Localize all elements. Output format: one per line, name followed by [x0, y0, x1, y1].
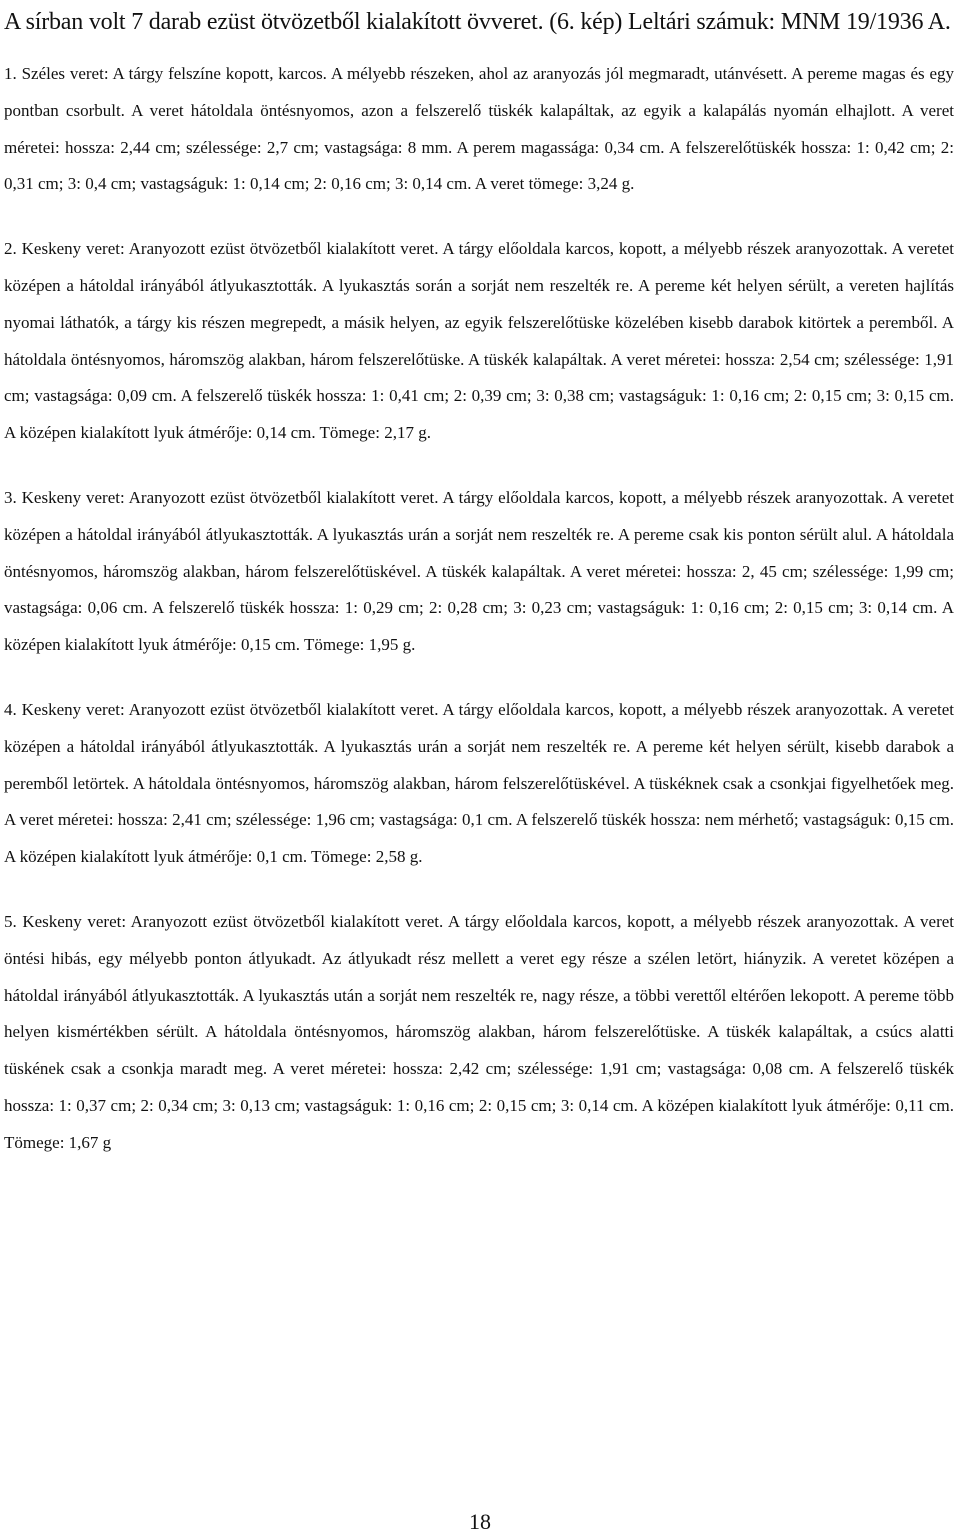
intro-paragraph: A sírban volt 7 darab ezüst ötvözetből kialakított övveret. (6. kép) Leltári számuk: MNM 19/1936 A. [4, 9, 951, 35]
item-paragraph-1: 1. Széles veret: A tárgy felszíne kopott, karcos. A mélyebb részeken, ahol az aranyozás jól megmaradt, utánvésett. A pereme magas és egy pontban csorbult. A veret hátoldala öntésnyomos, azon a felszerelő tüskék kalapáltak, az egyik a kalapálás nyomán elhajlott. A veret méretei: hossza: 2,44 cm; szélessége: 2,7 cm; vastagsága: 8 mm. A perem magassága: 0,34 cm. A felszerelőtüskék hossza: 1: 0,42 cm; 2: 0,31 cm; 3: 0,4 cm; vastagságuk: 1: 0,14 cm; 2: 0,16 cm; 3: 0,14 cm. A veret tömege: 3,24 g. [4, 64, 954, 194]
spacer [4, 664, 954, 692]
spacer [4, 40, 954, 56]
spacer [4, 876, 954, 904]
spacer [4, 203, 954, 231]
item-paragraph-5: 5. Keskeny veret: Aranyozott ezüst ötvözetből kialakított veret. A tárgy előoldala karcos, kopott, a mélyebb részek aranyozottak. A veret öntési hibás, egy mélyebb ponton átlyukadt. Az átlyukadt rész mellett a veret egy része a szélen letört, hiányzik. A veretet középen a hátoldal irányából átlyukasztották. A lyukasztás után a sorját nem reszelték re, nagy része, a többi verettől eltérően lekopott. A pereme több helyen kismértékben sérült. A hátoldala öntésnyomos, háromszög alakban, három felszerelőtüske. A tüskék kalapáltak, a csúcs alatti tüskének csak a csonkja maradt meg. A veret méretei: hossza: 2,42 cm; szélessége: 1,91 cm; vastagsága: 0,08 cm. A felszerelő tüskék hossza: 1: 0,37 cm; 2: 0,34 cm; 3: 0,13 cm; vastagságuk: 1: 0,16 cm; 2: 0,15 cm; 3: 0,14 cm. A középen kialakított lyuk átmérője: 0,11 cm. Tömege: 1,67 g [4, 911, 954, 1152]
item-paragraph-4: 4. Keskeny veret: Aranyozott ezüst ötvözetből kialakított veret. A tárgy előoldala karcos, kopott, a mélyebb részek aranyozottak. A veretet középen a hátoldal irányából átlyukasztották. A lyukasztás urán a sorját nem reszelték re. A pereme két helyen sérült, kisebb darabok a peremből letörtek. A hátoldala öntésnyomos, háromszög alakban, három felszerelőtüskével. A tüskéknek csak a csonkjai figyelhetőek meg. A veret méretei: hossza: 2,41 cm; szélessége: 1,96 cm; vastagsága: 0,1 cm. A felszerelő tüskék hossza: nem mérhető; vastagságuk: 0,15 cm. A középen kialakított lyuk átmérője: 0,1 cm. Tömege: 2,58 g. [4, 699, 954, 867]
item-paragraph-2: 2. Keskeny veret: Aranyozott ezüst ötvözetből kialakított veret. A tárgy előoldala karcos, kopott, a mélyebb részek aranyozottak. A veretet középen a hátoldal irányából átlyukasztották. A lyukasztás során a sorját nem reszelték re. A pereme két helyen sérült, a vereten hajlítás nyomai láthatók, a tárgy kis részen megrepedt, a másik helyen, az egyik felszerelőtüske közelében kisebb darabok kitörtek a peremből. A hátoldala öntésnyomos, háromszög alakban, három felszerelőtüske. A tüskék kalapáltak. A veret méretei: hossza: 2,54 cm; szélessége: 1,91 cm; vastagsága: 0,09 cm. A felszerelő tüskék hossza: 1: 0,41 cm; 2: 0,39 cm; 3: 0,38 cm; vastagságuk: 1: 0,16 cm; 2: 0,15 cm; 3: 0,15 cm. A középen kialakított lyuk átmérője: 0,14 cm. Tömege: 2,17 g. [4, 239, 954, 443]
item-paragraph-3: 3. Keskeny veret: Aranyozott ezüst ötvözetből kialakított veret. A tárgy előoldala karcos, kopott, a mélyebb részek aranyozottak. A veretet középen a hátoldal irányából átlyukasztották. A lyukasztás urán a sorját nem reszelték re. A pereme csak kis ponton sérült alul. A hátoldala öntésnyomos, háromszög alakban, három felszerelőtüskével. A tüskék kalapáltak. A veret méretei: hossza: 2, 45 cm; szélessége: 1,99 cm; vastagsága: 0,06 cm. A felszerelő tüskék hossza: 1: 0,29 cm; 2: 0,28 cm; 3: 0,23 cm; vastagságuk: 1: 0,16 cm; 2: 0,15 cm; 3: 0,14 cm. A középen kialakított lyuk átmérője: 0,15 cm. Tömege: 1,95 g. [4, 487, 954, 655]
page-number: 18 [469, 1509, 491, 1534]
spacer [4, 452, 954, 480]
document-page [4, 0, 954, 1162]
